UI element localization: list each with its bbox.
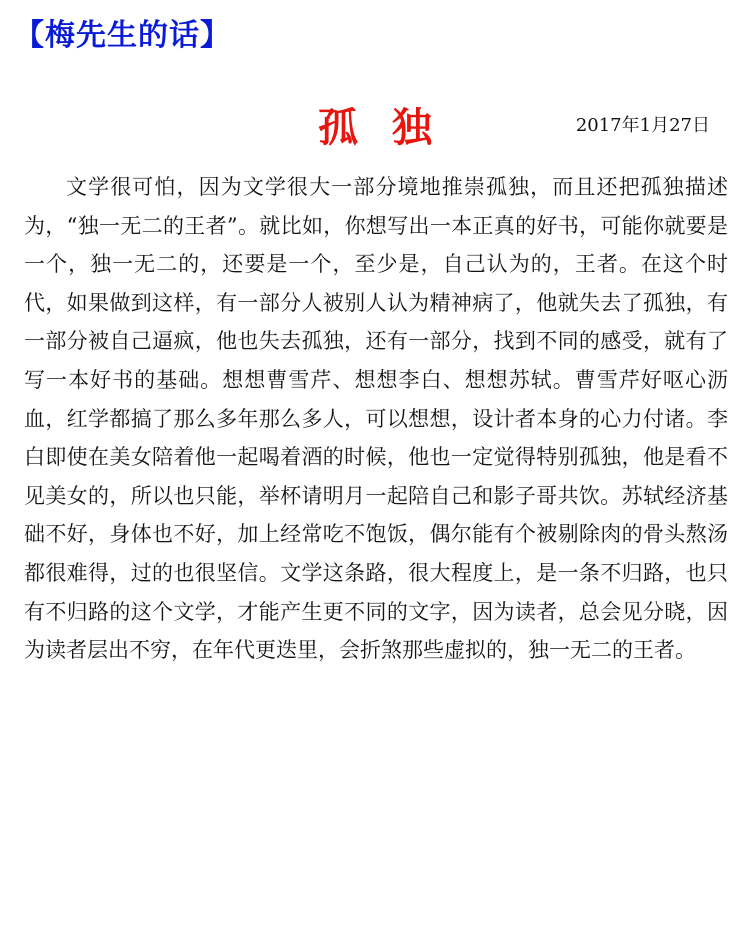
column-header: 【梅先生的话】: [14, 18, 231, 53]
article-body: 文学很可怕，因为文学很大一部分境地推崇孤独，而且还把孤独描述为，“独一无二的王者”。就比如，你想写出一本正真的好书，可能你就要是一个，独一无二的，还要是一个，至少是，自己认为的，王者。在这个时代，如果做到这样，有一部分人被别人认为精神病了，他就失去了孤独，有一部分被自己逼疯，他也失去孤独，还有一部分，找到不同的感受，就有了写一本好书的基础。想想曹雪芹、想想李白、想想苏轼。曹雪芹好呕心沥血，红学都搞了那么多年那么多人，可以想想，设计者本身的心力付诸。李白即使在美女陪着他一起喝着酒的时候，他也一定觉得特别孤独，他是看不见美女的，所以也只能，举杯请明月一起陪自己和影子哥共饮。苏轼经济基础不好，身体也不好，加上经常吃不饱饭，偶尔能有个被剔除肉的骨头熬汤都很难得，过的也很坚信。文学这条路，很大程度上，是一条不归路，也只有不归路的这个文学，才能产生更不同的文字，因为读者，总会见分晓，因为读者层出不穷，在年代更迭里，会折煞那些虚拟的，独一无二的王者。: [24, 175, 728, 663]
article-title: 孤独: [318, 104, 466, 151]
article-date: 2017年1月27日: [575, 115, 710, 136]
